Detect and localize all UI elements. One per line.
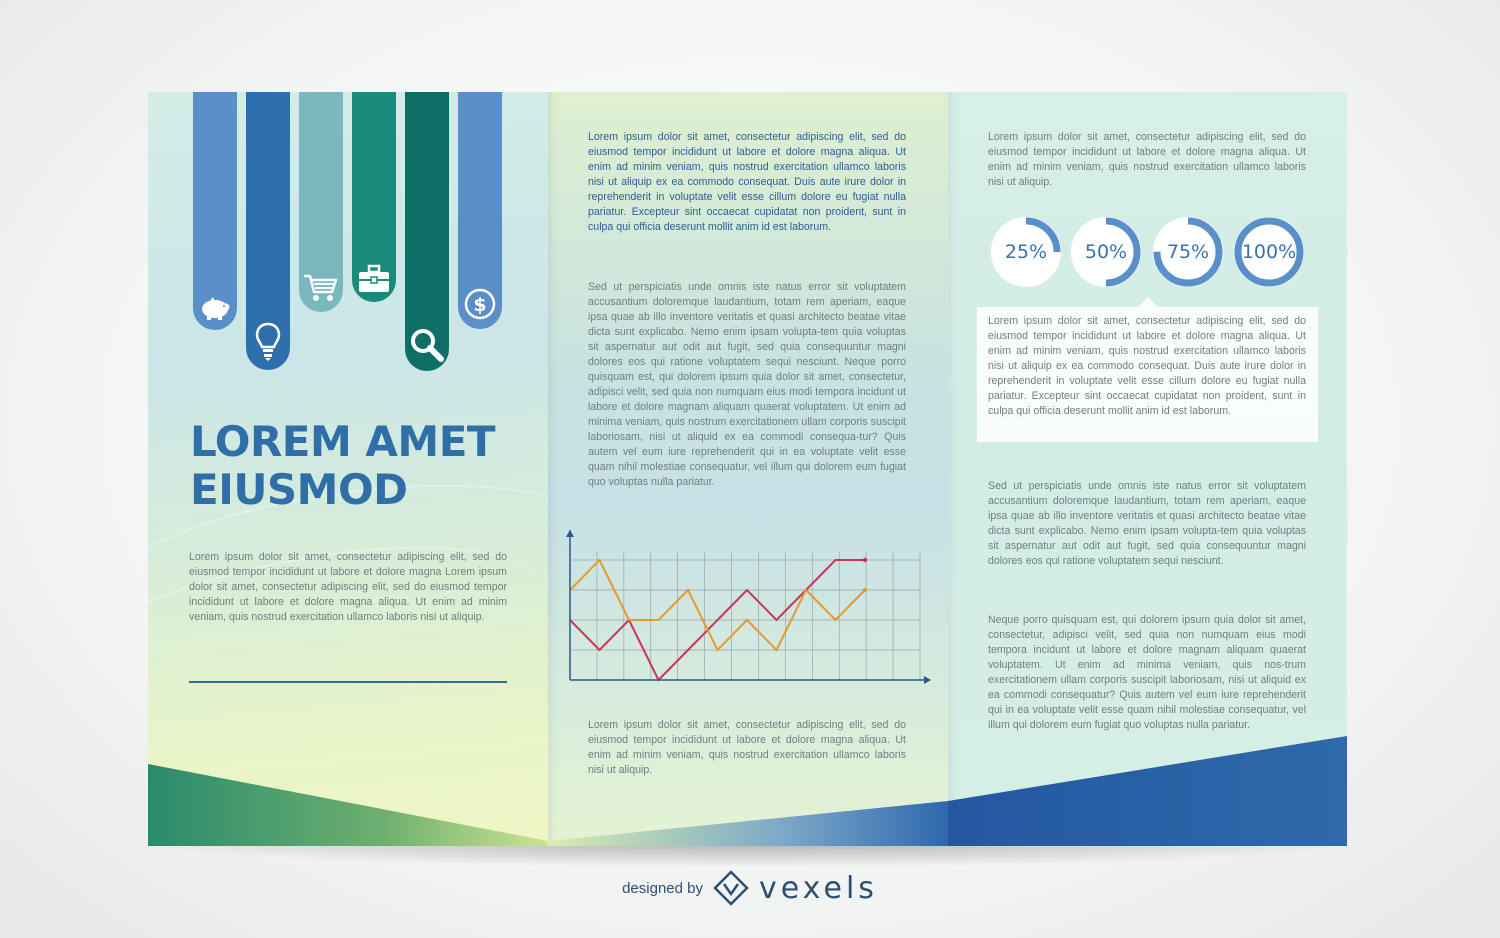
light-bulb-icon: [255, 322, 281, 362]
panel-left-intro: Lorem ipsum dolor sit amet, consectetur adipiscing elit, sed do eiusmod tempor incididunt ut labore et dolore magna Lorem ipsum dolor sit amet, consectetur adipiscing elit, sed do eiusmod tempor incididunt ut labore et dolore magna aliqua. Ut enim ad minim veniam, quis nostrud exercitation ullamco laboris nisi ut aliquip.: [189, 551, 507, 623]
divider-rule: [189, 681, 507, 683]
band-middle: [548, 801, 948, 846]
designed-by-label: designed by: [622, 879, 703, 897]
series-point: [863, 558, 867, 562]
shopping-cart-icon: [302, 272, 340, 304]
progress-ring-label: 50%: [1084, 241, 1128, 263]
progress-ring-label: 25%: [1004, 241, 1048, 263]
y-axis-arrow: [566, 530, 574, 537]
vexels-logo-icon: [713, 870, 749, 906]
progress-ring: [990, 216, 1062, 288]
progress-ring: [1233, 216, 1305, 288]
callout-pointer: [1138, 297, 1158, 307]
magnifier-icon: [409, 327, 445, 363]
panel-middle: [548, 92, 948, 846]
panel-middle-para-2: Sed ut perspiciatis unde omnis iste natus error sit voluptatem accusantium doloremque laudantium, totam rem aperiam, eaque ipsa quae ab illo inventore veritatis et quasi architecto beatae vitae dicta sunt explicabo. Nemo enim ipsam volupta-tem quia voluptas sit aspernatur aut odit aut fugit, sed quia consequuntur magni dolores eos qui ratione voluptatem sequi nesciunt. Neque porro quisquam est, qui dolorem ipsum quia dolor sit amet, consectetur, adipisci velit, sed quia non numquam eius modi tempora incidunt ut labore et dolore magnam aliquam quaerat voluptatem. Ut enim ad minima veniam, quis nostrum exercitationem ullam corporis suscipit laboriosam, nisi ut aliquid ex ea commodi consequa-tur? Quis autem vel eum iure reprehenderit qui in ea voluptate velit esse quam nihil molestiae consequatur, vel illum qui dolorem eum fugiat quo voluptas nulla pariatur.: [588, 281, 906, 488]
tab-ideas: [246, 92, 290, 370]
tab-search: [405, 92, 449, 371]
panel-right-para-2: Sed ut perspiciatis unde omnis iste natus error sit voluptatem accusantium doloremque laudantium, totam rem aperiam, eaque ipsa quae ab illo inventore veritatis et quasi architecto beatae vitae dicta sunt explicabo. Nemo enim ipsam volupta-tem quia voluptas sit aspernatur aut odit aut fugit, sed quia consequuntur magni dolores eos qui ratione voluptatem sequi nesciunt.: [988, 480, 1306, 567]
series-point: [863, 588, 867, 592]
brochure-headline: [190, 418, 530, 514]
piggy-bank-icon: [197, 294, 233, 322]
panel-middle-para-1: Lorem ipsum dolor sit amet, consectetur adipiscing elit, sed do eiusmod tempor incididunt ut labore et dolore magna aliqua. Ut enim ad minim veniam, quis nostrud exercitation ullamco laboris nisi ut aliquip ex ea commodo consequat. Duis aute irure dolor in reprehenderit in voluptate velit esse cillum dolore eu fugiat nulla pariatur. Excepteur sint occaecat cupidatat non proident, sunt in culpa qui officia deserunt mollit anim id est laborum.: [588, 131, 906, 233]
tab-business: [352, 92, 396, 302]
callout-box: [977, 307, 1318, 442]
progress-ring: [1152, 216, 1224, 288]
tab-finance: [458, 92, 502, 329]
vexels-wordmark: vexels: [758, 870, 878, 906]
callout-text: Lorem ipsum dolor sit amet, consectetur adipiscing elit, sed do eiusmod tempor incididunt ut labore et dolore magna aliqua. Ut enim ad minim veniam, quis nostrud exercitation ullamco laboris nisi ut aliquip ex ea commodo consequat. Duis aute irure dolor in reprehenderit in voluptate velit esse cillum dolore eu fugiat nulla pariatur. Excepteur sint occaecat cupidatat non proident, sunt in culpa qui officia deserunt mollit anim id est laborum.: [988, 315, 1306, 417]
svg-text:$: $: [473, 294, 487, 316]
panel-right-para-3: Neque porro quisquam est, qui dolorem ipsum quia dolor sit amet, consectetur, adipisci velit, sed quia non numquam eius modi tempora incidunt ut labore et dolore magnam aliquam quaerat voluptatem. Ut enim ad minima veniam, quis nos-trum exercitationem ullam corporis suscipit laboriosam, nisi ut aliquid ex ea commodi consequatur? Quis autem vel eum iure reprehenderit qui in ea voluptate velit esse quam nihil molestiae consequatur, vel illum qui dolorem eum fugiat quo voluptas nulla pariatur.: [988, 614, 1306, 731]
tab-shopping: [299, 92, 343, 312]
progress-ring-label: 100%: [1241, 241, 1297, 263]
x-axis-arrow: [924, 676, 931, 684]
footer-credit: [0, 868, 1500, 908]
headline-line-2: EIUSMOD: [190, 465, 408, 514]
trifold-brochure: [148, 92, 1347, 846]
band-blue: [948, 736, 1347, 846]
tab-savings: [193, 92, 237, 330]
panel-right: [948, 92, 1347, 846]
series-line: [570, 560, 865, 650]
line-chart: [560, 520, 940, 690]
band-green: [148, 764, 548, 846]
progress-ring: [1070, 216, 1142, 288]
bottom-band: [148, 736, 1347, 846]
dollar-coin-icon: [463, 287, 497, 321]
headline-line-1: LOREM AMET: [190, 417, 496, 466]
panel-left: [148, 92, 548, 846]
briefcase-icon: [357, 264, 391, 294]
panel-middle-para-3: Lorem ipsum dolor sit amet, consectetur adipiscing elit, sed do eiusmod tempor incididunt ut labore et dolore magna aliqua. Ut enim ad minim veniam, quis nostrud exercitation ullamco laboris nisi ut aliquip.: [588, 719, 906, 776]
panel-right-para-1: Lorem ipsum dolor sit amet, consectetur adipiscing elit, sed do eiusmod tempor incididunt ut labore et dolore magna aliqua. Ut enim ad minim veniam, quis nostrud exercitation ullamco laboris nisi ut aliquip.: [988, 131, 1306, 188]
progress-ring-label: 75%: [1166, 241, 1210, 263]
